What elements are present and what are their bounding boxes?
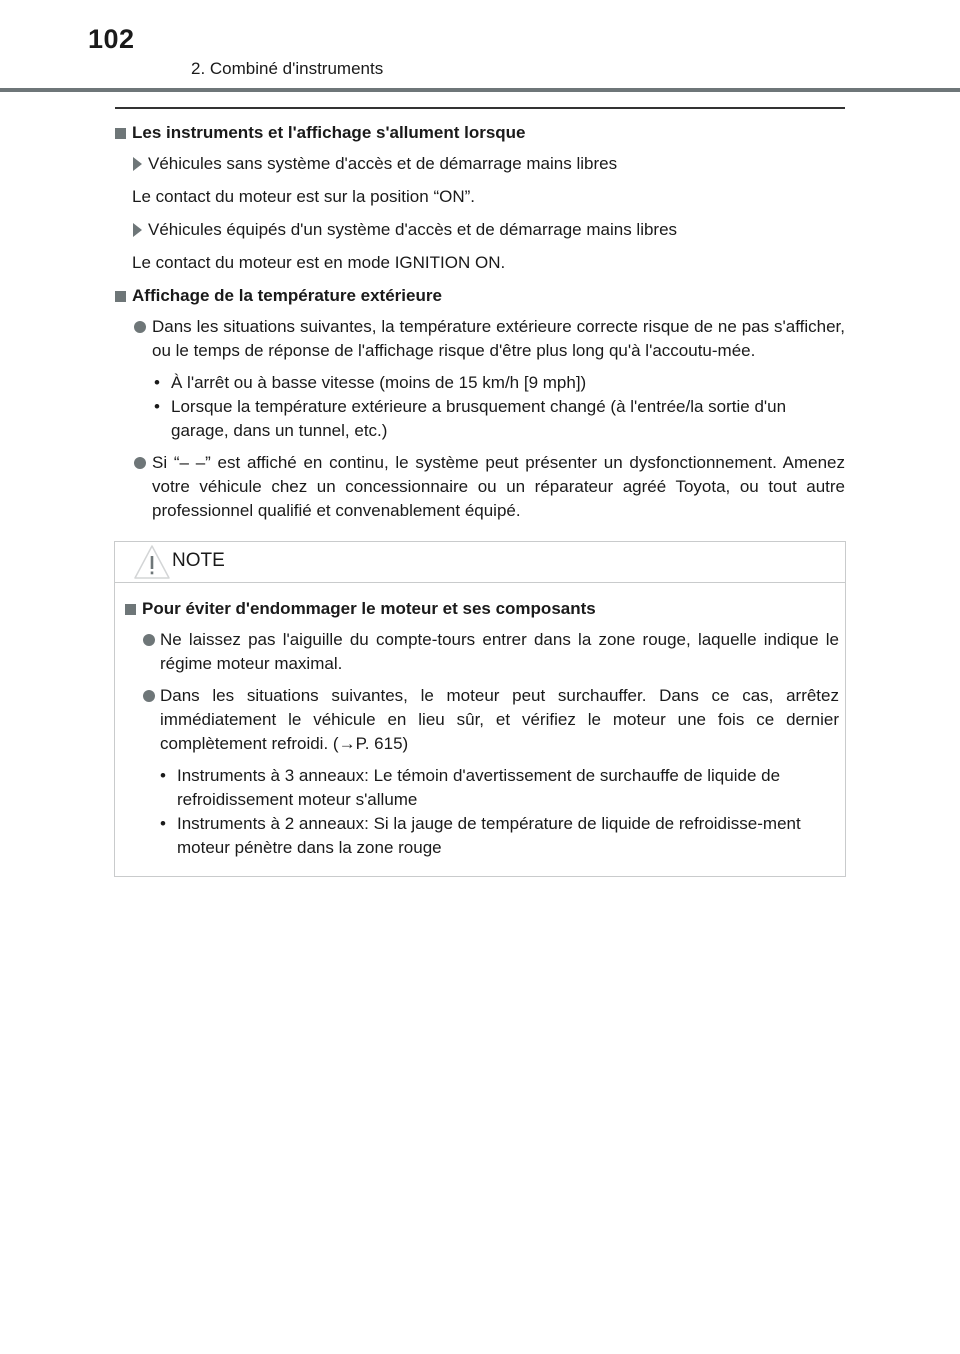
warning-triangle-icon [133,544,171,580]
note-header [115,542,845,583]
sub-list-text: Instruments à 3 anneaux: Le témoin d'avertissement de surchauffe de liquide de refroidissement moteur s'allume [177,766,781,809]
section-divider [115,107,845,109]
condition-text: Le contact du moteur est en mode IGNITION ON. [132,253,506,272]
small-bullet-icon: • [160,814,166,833]
note-title [125,597,839,621]
condition-label [115,152,845,176]
square-bullet-icon [125,604,136,615]
sub-list-text: Lorsque la température extérieure a brusquement changé (à l'entrée/la sortie d'un garage, dans un tunnel, etc.) [171,397,787,440]
condition-label-text: Véhicules équipés d'un système d'accès et de démarrage mains libres [148,220,678,239]
square-bullet-icon [115,291,126,302]
small-bullet-icon: • [160,766,166,785]
bullet-text: Dans les situations suivantes, la température extérieure correcte risque de ne pas s'afficher, ou le temps de réponse de l'affichage risque d'être plus long qu'à l'accoutu-mée. [152,317,845,360]
sub-list-item [115,371,845,395]
sub-list-item [115,395,845,443]
page-header [0,0,960,90]
note-body [125,597,839,860]
small-bullet-icon: • [154,373,160,392]
arrow-right-icon [133,223,142,237]
square-bullet-icon [115,128,126,139]
note-title-text: Pour éviter d'endommager le moteur et ses composants [142,599,596,618]
condition-text: Le contact du moteur est sur la position “ON”. [132,187,475,206]
round-bullet-icon [134,457,146,469]
section-title-text: Affichage de la température extérieure [132,286,442,305]
round-bullet-icon [143,690,155,702]
note-box [114,541,846,877]
bullet-text: Dans les situations suivantes, le moteur peut surchauffer. Dans ce cas, arrêtez immédiatement le véhicule en lieu sûr, et vérifiez le moteur une fois ce dernier complètement refroidi. (→P. 615) [160,686,839,753]
sub-list-text: À l'arrêt ou à basse vitesse (moins de 15 km/h [9 mph]) [171,373,587,392]
bullet-text: Ne laissez pas l'aiguille du compte-tours entrer dans la zone rouge, laquelle indique le régime moteur maximal. [160,630,839,673]
bullet-paragraph [125,684,839,756]
sub-list-item [125,812,839,860]
section-title-instruments [115,121,845,145]
section-title-text: Les instruments et l'affichage s'allument lorsque [132,123,526,142]
header-divider [0,88,960,92]
sub-list-item [125,764,839,812]
arrow-right-icon [133,157,142,171]
small-bullet-icon: • [154,397,160,416]
sub-list-text: Instruments à 2 anneaux: Si la jauge de température de liquide de refroidisse-ment moteur pénètre dans la zone rouge [177,814,801,857]
round-bullet-icon [143,634,155,646]
section-title-temperature [115,284,845,308]
main-content [115,121,845,531]
page-number: 102 [88,24,135,54]
bullet-paragraph [125,628,839,676]
note-label: NOTE [172,550,225,571]
bullet-paragraph [115,451,845,523]
chapter-title: 2. Combiné d'instruments [191,59,384,78]
condition-label [115,218,845,242]
bullet-text: Si “– –” est affiché en continu, le système peut présenter un dysfonctionnement. Amenez votre véhicule chez un concessionnaire ou un réparateur agréé Toyota, ou tout autre professionnel qualifié et convenablement équipé. [152,453,845,520]
round-bullet-icon [134,321,146,333]
condition-label-text: Véhicules sans système d'accès et de démarrage mains libres [148,154,618,173]
bullet-paragraph [115,315,845,363]
